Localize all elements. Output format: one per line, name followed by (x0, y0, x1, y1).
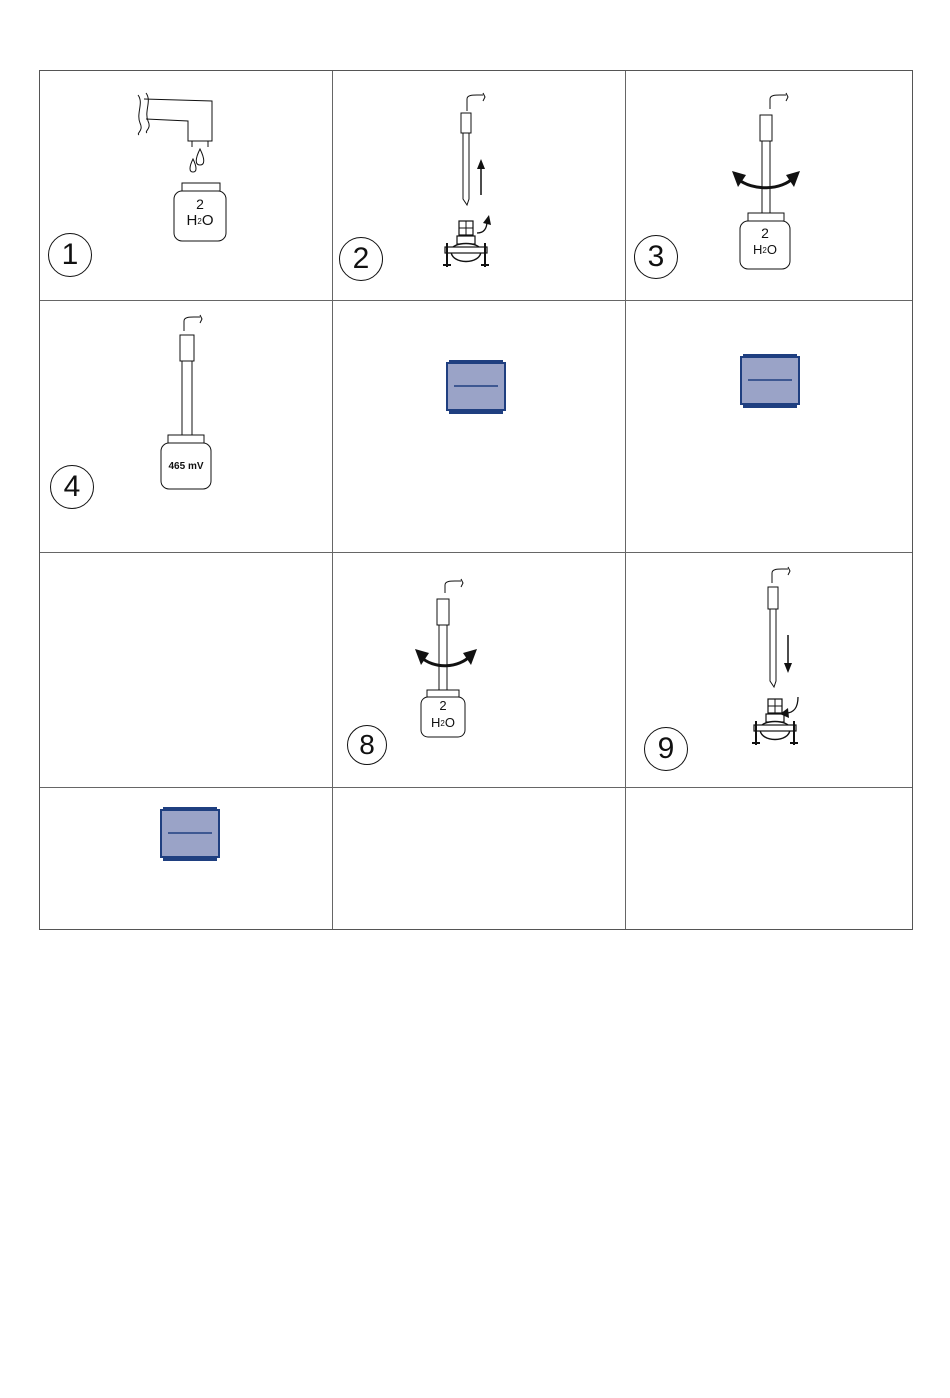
display-screen-icon (741, 354, 799, 408)
cell-step-1 (40, 71, 332, 300)
display-screen-icon (161, 807, 219, 861)
step-number-4: 4 (50, 465, 94, 509)
cell-step-3 (626, 71, 914, 300)
cell-step-6 (626, 301, 914, 552)
bottle-formula: $H_2O$ (753, 242, 777, 257)
cell-step-9 (626, 553, 914, 787)
bottle-number: 2 (761, 225, 769, 241)
step-number-1: 1 (48, 233, 92, 277)
rinse-bottle-label (174, 196, 226, 231)
bottle-formula: $H_2O$ (186, 212, 214, 229)
solution-bottle-icon (40, 301, 332, 552)
bottle-number: 2 (196, 196, 204, 212)
cell-step-7 (40, 553, 332, 787)
cell-step-10 (40, 788, 332, 930)
cell-step-4 (40, 301, 332, 552)
step-number-8: 8 (347, 725, 387, 765)
display-screen-icon (447, 360, 505, 414)
rinse-bottle-label (740, 225, 790, 260)
solution-reading: 465 mV (168, 461, 204, 472)
step-number-2: 2 (339, 237, 383, 281)
cell-step-11 (333, 788, 625, 930)
bottle-formula: $H_2O$ (431, 715, 455, 730)
procedure-grid (39, 70, 913, 930)
bottle-number: 2 (439, 698, 447, 713)
step-number-9: 9 (644, 727, 688, 771)
cell-step-12 (626, 788, 914, 930)
cell-step-2 (333, 71, 625, 300)
rinse-bottle-label (421, 698, 465, 733)
step-number-3: 3 (634, 235, 678, 279)
cell-step-8 (333, 553, 625, 787)
cell-step-5 (333, 301, 625, 552)
